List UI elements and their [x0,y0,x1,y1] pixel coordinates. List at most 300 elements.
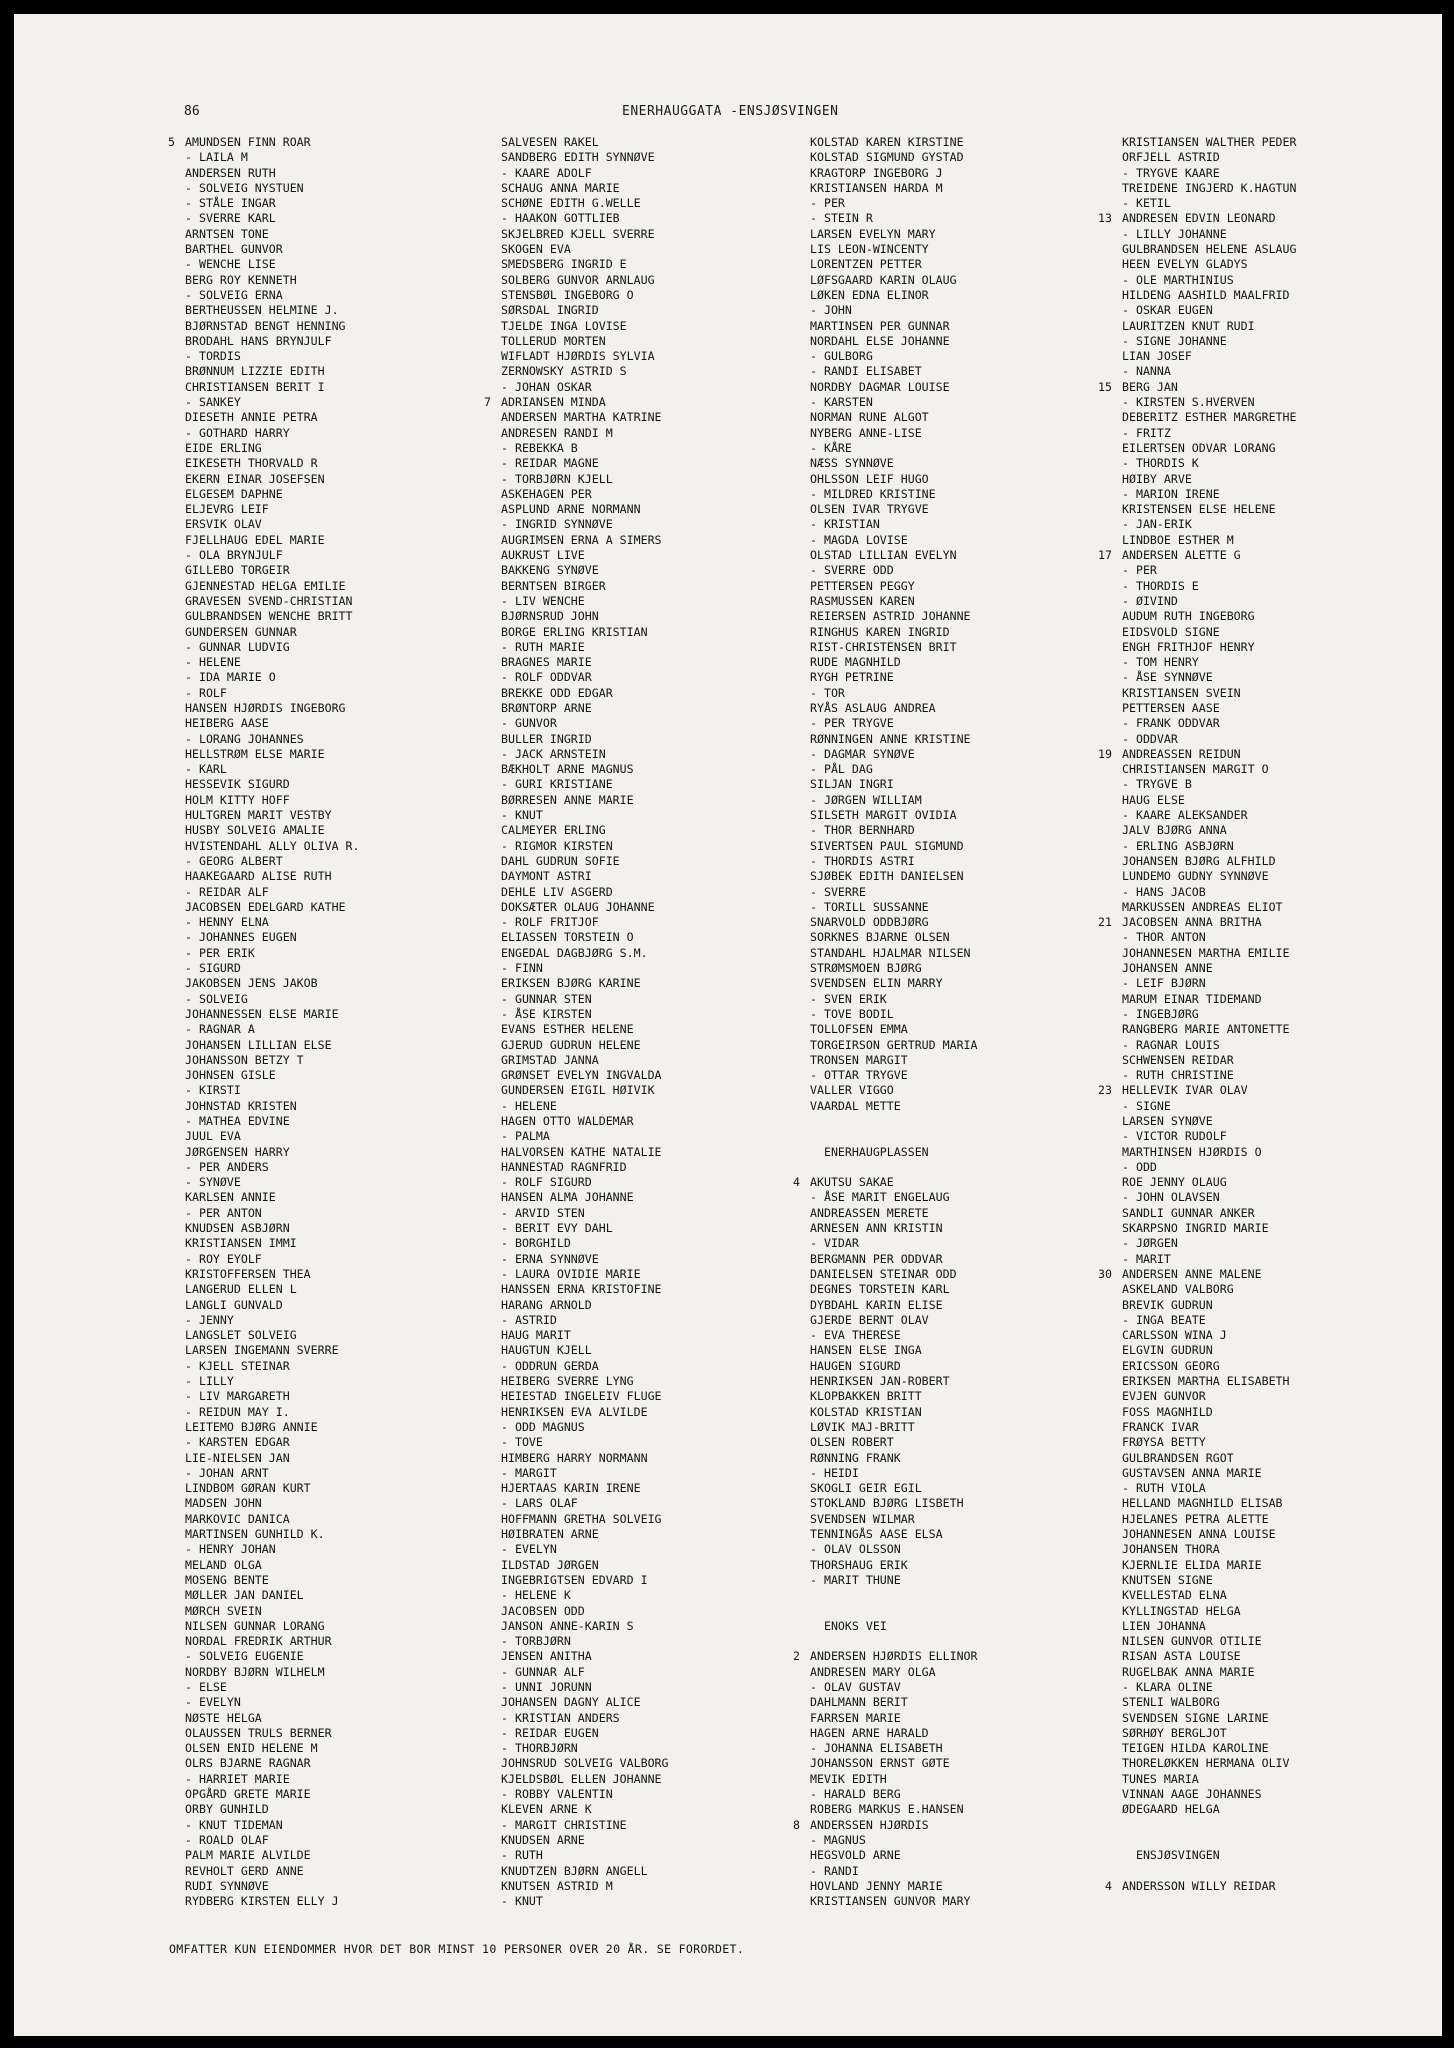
directory-entry [793,1175,978,1190]
directory-entry [185,1451,360,1466]
directory-entry [810,1680,978,1695]
resident-name: OPGÅRD GRETE MARIE [185,1787,311,1802]
resident-name: - FRANK ODDVAR [1122,716,1220,731]
resident-name: - RUTH [501,1848,543,1863]
directory-entry [501,257,669,272]
directory-entry [810,1053,978,1068]
resident-name: - GUNVOR [501,716,557,731]
resident-name: ERIKSEN BJØRG KARINE [501,976,641,991]
directory-entry [185,777,360,792]
directory-entry [1122,1099,1297,1114]
resident-name: STENSBØL INGEBORG O [501,287,634,302]
directory-entry [1122,166,1297,181]
resident-name: ANDERSEN MARTHA KATRINE [501,410,662,425]
resident-name: SCHWENSEN REIDAR [1122,1052,1234,1067]
resident-name: BRØNNUM LIZZIE EDITH [185,364,325,379]
directory-entry [185,1726,360,1741]
resident-name: RØNNING FRANK [810,1450,901,1465]
directory-entry [501,1236,669,1251]
directory-entry [185,793,360,808]
directory-entry [501,1573,669,1588]
directory-entry [185,1160,360,1175]
directory-entry [1122,533,1297,548]
directory-entry [810,1741,978,1756]
directory-entry [1122,609,1297,624]
directory-entry [1122,1772,1297,1787]
directory-entry [810,1634,978,1649]
resident-name: - SVERRE [810,884,866,899]
directory-entry [501,1848,669,1863]
resident-name: GRIMSTAD JANNA [501,1052,599,1067]
directory-entry [810,961,978,976]
directory-entry [1122,839,1297,854]
resident-name: STENLI WALBORG [1122,1695,1220,1710]
resident-name: BERG ROY KENNETH [185,272,297,287]
directory-entry [1122,793,1297,808]
directory-entry [501,823,669,838]
resident-name: - ROY EYOLF [185,1251,262,1266]
directory-entry [1122,777,1297,792]
directory-entry [185,1359,360,1374]
directory-entry [501,380,669,395]
resident-name: HØIBRATEN ARNE [501,1527,599,1542]
resident-name: - LILLY JOHANNE [1122,226,1227,241]
resident-name: JENSEN ANITHA [501,1649,592,1664]
directory-entry [185,946,360,961]
directory-entry [810,732,978,747]
resident-name: JUUL EVA [185,1129,241,1144]
directory-entry [1122,150,1297,165]
directory-entry [1122,472,1297,487]
directory-entry [1122,410,1297,425]
directory-entry [501,1374,669,1389]
directory-entry [501,1282,669,1297]
directory-entry [1122,900,1297,915]
directory-entry [810,1405,978,1420]
resident-name: SVENDSEN SIGNE LARINE [1122,1710,1269,1725]
resident-name: HENRIKSEN EVA ALVILDE [501,1404,648,1419]
resident-name: CHRISTIANSEN BERIT I [185,379,325,394]
resident-name: SILJAN INGRI [810,777,894,792]
directory-entry [185,1527,360,1542]
resident-name: - BERIT EVY DAHL [501,1221,613,1236]
resident-name: BJØRNSRUD JOHN [501,609,599,624]
directory-entry [185,1649,360,1664]
resident-name: HENRIKSEN JAN-ROBERT [810,1374,950,1389]
directory-entry [810,211,978,226]
directory-entry [810,456,978,471]
resident-name: ANDREASSEN MERETE [810,1205,929,1220]
resident-name: HAUG MARIT [501,1328,571,1343]
resident-name: - TORDIS [185,349,241,364]
resident-name: NORDAHL ELSE JOHANNE [810,333,950,348]
directory-entry [1122,395,1297,410]
directory-entry [501,869,669,884]
directory-entry [810,288,978,303]
directory-entry [501,1604,669,1619]
resident-name: - PER [810,196,845,211]
resident-name: BERG JAN [1122,379,1178,394]
directory-entry [501,517,669,532]
directory-entry [185,487,360,502]
resident-name: - JOHN OLAVSEN [1122,1190,1220,1205]
directory-entry [185,1236,360,1251]
directory-entry [810,915,978,930]
resident-name: DANIELSEN STEINAR ODD [810,1266,957,1281]
directory-entry [501,915,669,930]
resident-name: - ODD [1122,1159,1157,1174]
directory-entry [501,854,669,869]
directory-entry [1122,1711,1297,1726]
directory-entry [185,1267,360,1282]
directory-entry [501,288,669,303]
resident-name: BØRRESEN ANNE MARIE [501,792,634,807]
directory-entry [810,1420,978,1435]
directory-entry [501,1190,669,1205]
resident-name: LARSEN SYNØVE [1122,1114,1213,1128]
directory-entry [810,1282,978,1297]
directory-entry [501,1206,669,1221]
resident-name: SØRSDAL INGRID [501,303,599,318]
directory-entry [185,1252,360,1267]
resident-name: HIMBERG HARRY NORMANN [501,1450,648,1465]
resident-name: MARKOVIC DANICA [185,1511,290,1526]
resident-name: EIDE ERLING [185,440,262,455]
directory-entry [185,609,360,624]
column-3 [793,135,978,1909]
directory-entry [810,579,978,594]
directory-entry [1122,1619,1297,1634]
resident-name: OLSEN IVAR TRYGVE [810,502,929,517]
resident-name: - KNUT TIDEMAN [185,1817,283,1832]
page-header: ENERHAUGGATA -ENSJØSVINGEN [622,104,839,119]
directory-entry [185,456,360,471]
resident-name: ORBY GUNHILD [185,1802,269,1817]
directory-entry [810,1695,978,1710]
directory-entry [1105,1878,1297,1894]
directory-entry [501,1129,669,1144]
directory-entry [185,625,360,640]
resident-name: HULTGREN MARIT VESTBY [185,808,332,823]
directory-entry [501,1864,669,1879]
directory-entry [810,181,978,196]
directory-entry [1098,211,1297,226]
directory-entry [185,334,360,349]
resident-name: STOKLAND BJØRG LISBETH [810,1496,964,1511]
resident-name: RISAN ASTA LOUISE [1122,1649,1241,1664]
resident-name: - ELSE [185,1679,227,1694]
directory-entry [185,670,360,685]
resident-name: - NANNA [1122,364,1171,379]
resident-name: HOLM KITTY HOFF [185,792,290,807]
directory-entry [501,410,669,425]
resident-name: TUNES MARIA [1122,1771,1199,1786]
resident-name: - MAGDA LOVISE [810,532,908,547]
directory-entry [810,1236,978,1251]
resident-name: LANGLI GUNVALD [185,1297,283,1312]
directory-entry [501,1068,669,1083]
directory-entry [501,900,669,915]
directory-entry [185,548,360,563]
resident-name: LANGERUD ELLEN L [185,1282,297,1297]
resident-name: KRISTIANSEN HARDA M [810,180,943,195]
resident-name: ROBERG MARKUS E.HANSEN [810,1802,964,1817]
resident-name: ARNESEN ANN KRISTIN [810,1221,943,1236]
resident-name: KLEVEN ARNE K [501,1802,592,1817]
resident-name: - JOHN [810,303,852,318]
directory-entry [810,976,978,991]
directory-entry [501,1802,669,1817]
directory-entry [501,1711,669,1726]
directory-entry [501,563,669,578]
directory-entry [810,1787,978,1802]
resident-name: - ERNA SYNNØVE [501,1251,599,1266]
resident-name: OLRS BJARNE RAGNAR [185,1756,311,1771]
directory-entry [810,655,978,670]
resident-name: - LIV MARGARETH [185,1389,290,1404]
resident-name: RASMUSSEN KAREN [810,593,915,608]
resident-name: - ODD MAGNUS [501,1419,585,1434]
directory-entry [1122,1374,1297,1389]
resident-name: ASPLUND ARNE NORMANN [501,502,641,517]
resident-name: ILDSTAD JØRGEN [501,1557,599,1572]
directory-entry [1122,1145,1297,1160]
resident-name: PALM MARIE ALVILDE [185,1848,311,1863]
directory-entry [1122,1389,1297,1404]
directory-entry [501,1466,669,1481]
directory-entry [501,655,669,670]
resident-name: TORGEIRSON GERTRUD MARIA [810,1037,978,1052]
directory-entry [185,915,360,930]
directory-entry [1122,257,1297,272]
resident-name: SCHAUG ANNA MARIE [501,180,620,195]
directory-entry [810,1466,978,1481]
directory-entry [1122,1466,1297,1481]
resident-name: ASKELAND VALBORG [1122,1282,1234,1297]
directory-entry [501,701,669,716]
resident-name: SØRHØY BERGLJOT [1122,1725,1227,1740]
directory-entry [1122,1359,1297,1374]
directory-entry [1122,1588,1297,1603]
resident-name: DAYMONT ASTRI [501,869,592,884]
resident-name: - IDA MARIE O [185,670,276,685]
resident-name: ØDEGAARD HELGA [1122,1802,1220,1817]
directory-entry [185,563,360,578]
resident-name: - GOTHARD HARRY [185,425,290,440]
resident-name: TRONSEN MARGIT [810,1052,908,1067]
resident-name: MELAND OLGA [185,1557,262,1572]
directory-entry [810,823,978,838]
directory-entry [810,426,978,441]
directory-entry [501,1879,669,1894]
resident-name: - OLA BRYNJULF [185,548,283,563]
resident-name: AUDUM RUTH INGEBORG [1122,609,1255,624]
directory-entry [1122,1573,1297,1588]
directory-entry [1122,1022,1297,1037]
resident-name: SALVESEN RAKEL [501,135,599,149]
directory-entry [501,1496,669,1511]
directory-entry [1122,1649,1297,1664]
resident-name: - RAGNAR LOUIS [1122,1037,1220,1052]
directory-entry [185,701,360,716]
resident-name: - INGRID SYNNØVE [501,517,613,532]
resident-name: KOLSTAD KAREN KIRSTINE [810,135,964,149]
directory-entry [1122,1726,1297,1741]
directory-entry [501,1756,669,1771]
resident-name: ANDRESEN RANDI M [501,425,613,440]
resident-name: EIDSVOLD SIGNE [1122,624,1220,639]
resident-name: DAHLMANN BERIT [810,1695,908,1710]
directory-entry [1122,1129,1297,1144]
resident-name: - THORDIS ASTRI [810,853,915,868]
directory-entry [810,472,978,487]
resident-name: - LIV WENCHE [501,593,585,608]
resident-name: SNARVOLD ODDBJØRG [810,915,929,930]
directory-entry [501,1313,669,1328]
directory-entry [185,1894,360,1909]
resident-name: KRISTIANSEN WALTHER PEDER [1122,135,1297,149]
resident-name: JOHANSEN THORA [1122,1542,1220,1557]
resident-name: - REIDAR EUGEN [501,1725,599,1740]
resident-name: KNUDSEN ASBJØRN [185,1221,290,1236]
directory-entry [501,716,669,731]
directory-entry [501,1527,669,1542]
resident-name: - SOLVEIG [185,991,248,1006]
directory-entry [810,502,978,517]
directory-entry [810,762,978,777]
directory-entry [1122,1206,1297,1221]
directory-entry [810,747,978,762]
resident-name: OLSEN ROBERT [810,1435,894,1450]
resident-name: DOKSÆTER OLAUG JOHANNE [501,899,655,914]
directory-entry [185,1680,360,1695]
directory-entry [501,150,669,165]
directory-entry [810,854,978,869]
directory-entry [1122,1496,1297,1511]
resident-name: HANSSEN ERNA KRISTOFINE [501,1282,662,1297]
directory-entry [185,961,360,976]
resident-name: TJELDE INGA LOVISE [501,318,627,333]
resident-name: - WENCHE LISE [185,257,276,272]
directory-entry [501,1420,669,1435]
resident-name: JOHANNESSEN ELSE MARIE [185,1006,339,1021]
resident-name: KJELDSBØL ELLEN JOHANNE [501,1771,662,1786]
directory-entry [810,594,978,609]
resident-name: REVHOLT GERD ANNE [185,1863,304,1878]
column-1 [168,135,360,1909]
directory-entry [810,686,978,701]
directory-entry [185,410,360,425]
resident-name: KRISTOFFERSEN THEA [185,1266,311,1281]
resident-name: - OLAV OLSSON [810,1542,901,1557]
directory-entry [1122,487,1297,502]
resident-name: - EVELYN [185,1695,241,1710]
resident-name: - KAARE ADOLF [501,165,592,180]
directory-entry [810,1833,978,1848]
resident-name: ANDERSEN RUTH [185,165,276,180]
directory-entry [810,1894,978,1909]
resident-name: - REIDAR ALF [185,884,269,899]
directory-entry [810,166,978,181]
directory-entry [810,1711,978,1726]
resident-name: JACOBSEN ANNA BRITHA [1122,915,1262,930]
directory-entry [501,885,669,900]
directory-entry [810,701,978,716]
directory-entry [501,839,669,854]
directory-entry [501,992,669,1007]
directory-entry [810,839,978,854]
resident-name: RIST-CHRISTENSEN BRIT [810,639,957,654]
directory-entry [185,273,360,288]
section-heading [1122,1848,1297,1863]
resident-name: JOHNSRUD SOLVEIG VALBORG [501,1756,669,1771]
resident-name: LAURITZEN KNUT RUDI [1122,318,1255,333]
resident-name: JOHNSEN GISLE [185,1068,276,1083]
resident-name: JOHANSEN DAGNY ALICE [501,1695,641,1710]
resident-name: - FRITZ [1122,425,1171,440]
directory-entry [1122,288,1297,303]
resident-name: KRISTIANSEN SVEIN [1122,685,1241,700]
directory-entry [501,670,669,685]
resident-name: - MARIT [1122,1251,1171,1266]
directory-entry [1122,1114,1297,1129]
resident-name: ELJEVRG LEIF [185,502,269,517]
directory-entry [501,303,669,318]
directory-entry [1122,1787,1297,1802]
directory-entry [810,273,978,288]
resident-name: - ROLF SIGURD [501,1175,592,1190]
resident-name: HELLSTRØM ELSE MARIE [185,746,325,761]
resident-name: STANDAHL HJALMAR NILSEN [810,945,971,960]
resident-name: - ARVID STEN [501,1205,585,1220]
directory-entry [810,1099,978,1114]
resident-name: - KNUT [501,1894,543,1909]
directory-entry [185,854,360,869]
resident-name: LORENTZEN PETTER [810,257,922,272]
resident-name: CARLSSON WINA J [1122,1328,1227,1343]
directory-entry [501,456,669,471]
resident-name: SKOGEN EVA [501,242,571,257]
directory-entry [810,349,978,364]
directory-entry [185,1879,360,1894]
section-heading [810,1145,978,1160]
resident-name: KRISTIANSEN IMMI [185,1236,297,1251]
directory-entry [810,885,978,900]
resident-name: - HENRY JOHAN [185,1542,276,1557]
resident-name: - RUTH VIOLA [1122,1481,1206,1496]
directory-entry [1122,686,1297,701]
resident-name: BAKKENG SYNØVE [501,563,599,578]
resident-name: KNUDTZEN BJØRN ANGELL [501,1863,648,1878]
directory-entry [185,1083,360,1098]
resident-name: - HELENE K [501,1588,571,1603]
resident-name: - KRISTIAN [810,517,880,532]
resident-name: - JØRGEN [1122,1236,1178,1251]
house-number: 13 [1098,211,1112,226]
resident-name: OHLSSON LEIF HUGO [810,471,929,486]
resident-name: JANSON ANNE-KARIN S [501,1618,634,1633]
resident-name: - KARL [185,762,227,777]
resident-name: - JOHANNES EUGEN [185,930,297,945]
resident-name: ROE JENNY OLAUG [1122,1175,1227,1190]
resident-name: - GEORG ALBERT [185,853,283,868]
resident-name: HALVORSEN KATHE NATALIE [501,1144,662,1159]
directory-entry [810,640,978,655]
directory-entry [185,257,360,272]
resident-name: KNUTSEN ASTRID M [501,1878,613,1893]
directory-page [14,14,1442,2036]
resident-name: - TOM HENRY [1122,655,1199,670]
